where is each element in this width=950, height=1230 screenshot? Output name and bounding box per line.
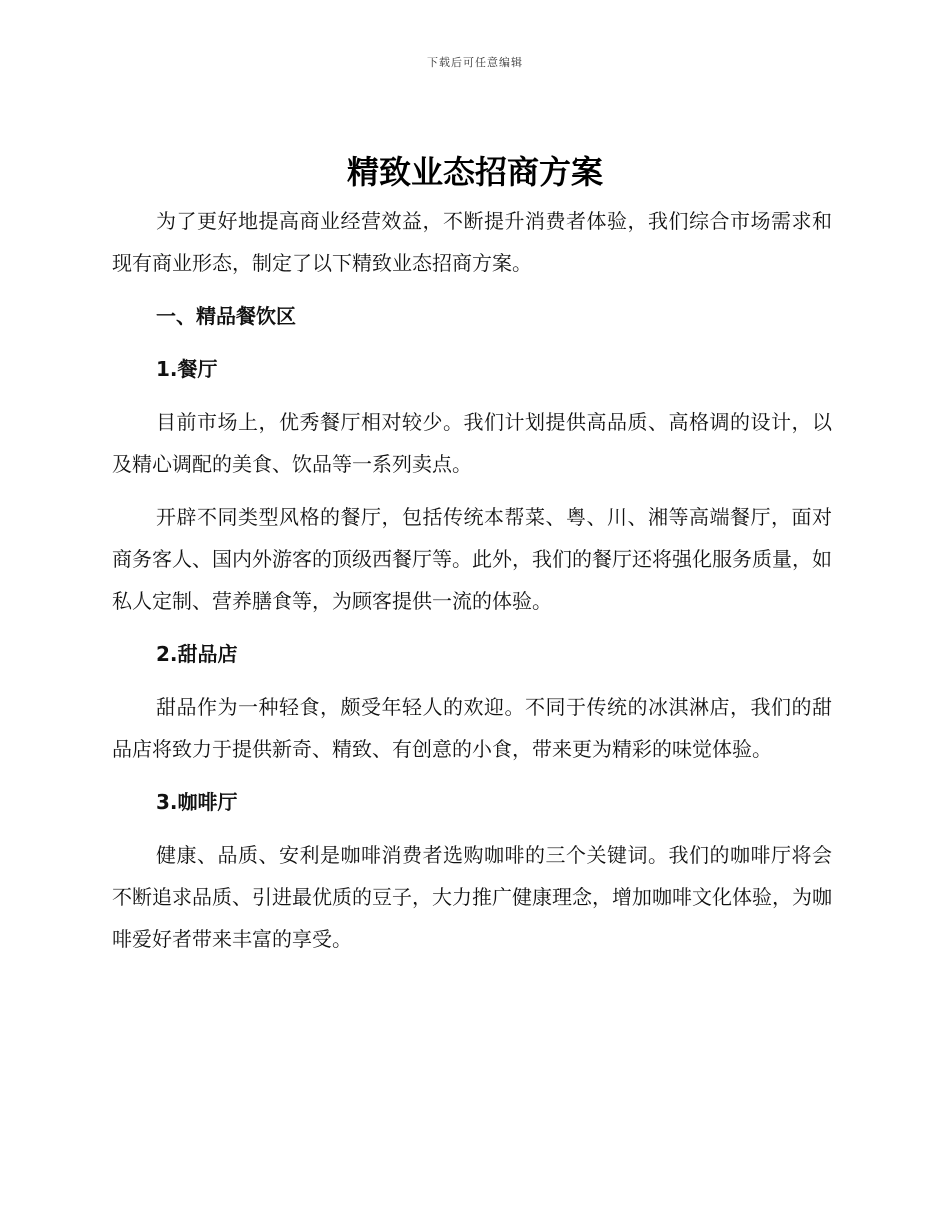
document-title: 精致业态招商方案 — [346, 153, 603, 191]
restaurant-paragraph-1: 目前市场上，优秀餐厅相对较少。我们计划提供高品质、高格调的设计，以及精心调配的美食、饮品等一系列卖点。 — [112, 410, 832, 476]
intro-paragraph: 为了更好地提高商业经营效益，不断提升消费者体验，我们综合市场需求和现有商业形态，制定了以下精致业态招商方案。 — [112, 209, 832, 275]
dessert-paragraph: 甜品作为一种轻食，颇受年轻人的欢迎。不同于传统的冰淇淋店，我们的甜品店将致力于提供新奇、精致、有创意的小食，带来更为精彩的味觉体验。 — [112, 695, 832, 761]
subsection-heading-restaurant: 1.餐厅 — [156, 357, 218, 381]
subsection-heading-cafe: 3.咖啡厅 — [156, 790, 238, 814]
cafe-paragraph: 健康、品质、安利是咖啡消费者选购咖啡的三个关键词。我们的咖啡厅将会不断追求品质、引进最优质的豆子，大力推广健康理念，增加咖啡文化体验，为咖啡爱好者带来丰富的享受。 — [112, 843, 832, 951]
subsection-heading-dessert: 2.甜品店 — [156, 642, 238, 666]
page-header-note: 下载后可任意编辑 — [427, 56, 523, 69]
document-body — [112, 200, 832, 960]
restaurant-paragraph-2: 开辟不同类型风格的餐厅，包括传统本帮菜、粤、川、湘等高端餐厅，面对商务客人、国内外游客的顶级西餐厅等。此外，我们的餐厅还将强化服务质量，如私人定制、营养膳食等，为顾客提供一流的体验。 — [112, 505, 832, 613]
section-heading-dining: 一、精品餐饮区 — [156, 304, 296, 328]
